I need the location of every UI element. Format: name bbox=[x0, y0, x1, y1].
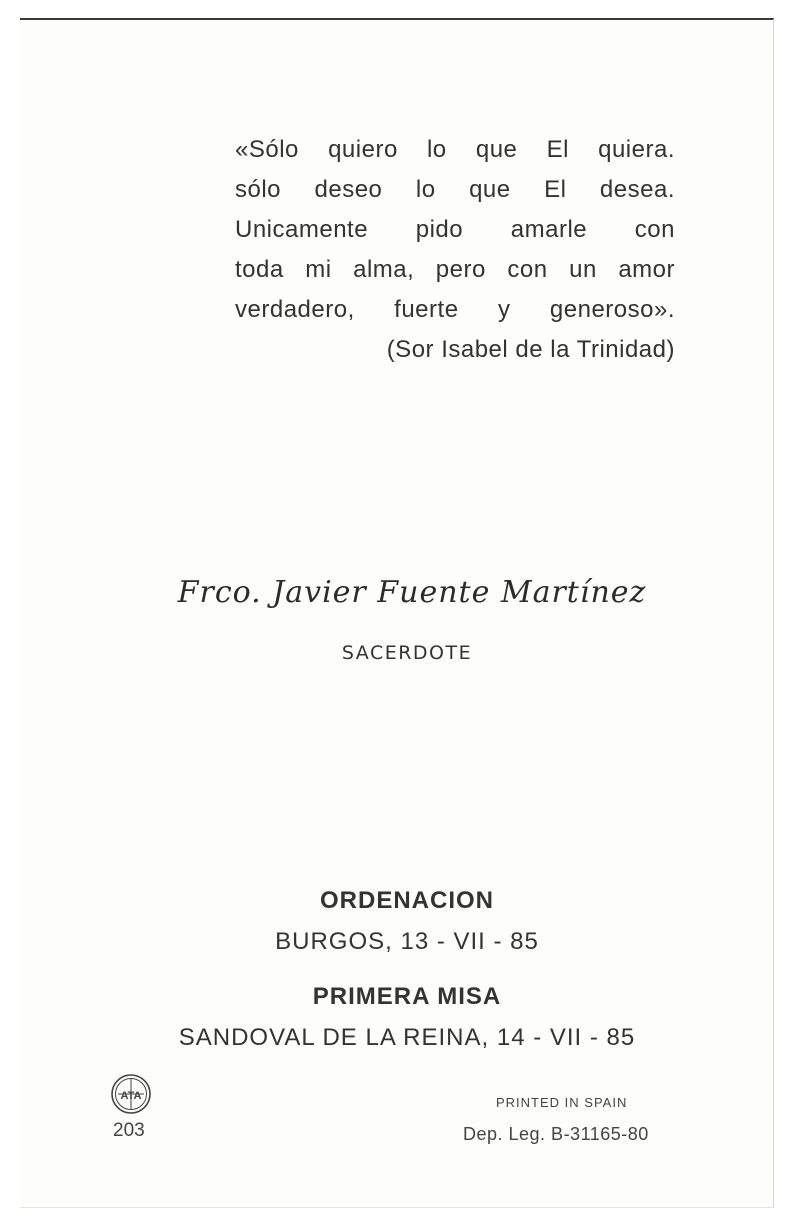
priest-title: SACERDOTE bbox=[341, 642, 473, 664]
quote-line: sólo deseo lo que El desea. bbox=[235, 176, 675, 203]
quote-line: Unicamente pido amarle con bbox=[235, 216, 675, 243]
legal-deposit: Dep. Leg. B-31165-80 bbox=[463, 1124, 649, 1144]
logo-text: ATA bbox=[120, 1090, 142, 1102]
quote-block bbox=[235, 132, 675, 372]
priest-name: Frco. Javier Fuente Martínez bbox=[177, 575, 647, 610]
quote-line: toda mi alma, pero con un amor bbox=[235, 256, 675, 283]
quote-attribution: (Sor Isabel de la Trinidad) bbox=[386, 336, 675, 363]
ordenacion-detail: BURGOS, 13 - VII - 85 bbox=[275, 928, 539, 955]
quote-line: verdadero, fuerte y generoso». bbox=[235, 296, 675, 323]
printed-in-spain: PRINTED IN SPAIN bbox=[496, 1095, 628, 1110]
holy-card-back bbox=[20, 18, 774, 1208]
primera-misa-detail: SANDOVAL DE LA REINA, 14 - VII - 85 bbox=[178, 1024, 636, 1051]
publisher-logo-icon bbox=[110, 1073, 152, 1115]
ordenacion-heading: ORDENACION bbox=[319, 887, 494, 914]
primera-misa-heading: PRIMERA MISA bbox=[312, 983, 502, 1010]
quote-line: «Sólo quiero lo que El quiera. bbox=[235, 136, 675, 163]
card-code: 203 bbox=[113, 1120, 145, 1141]
